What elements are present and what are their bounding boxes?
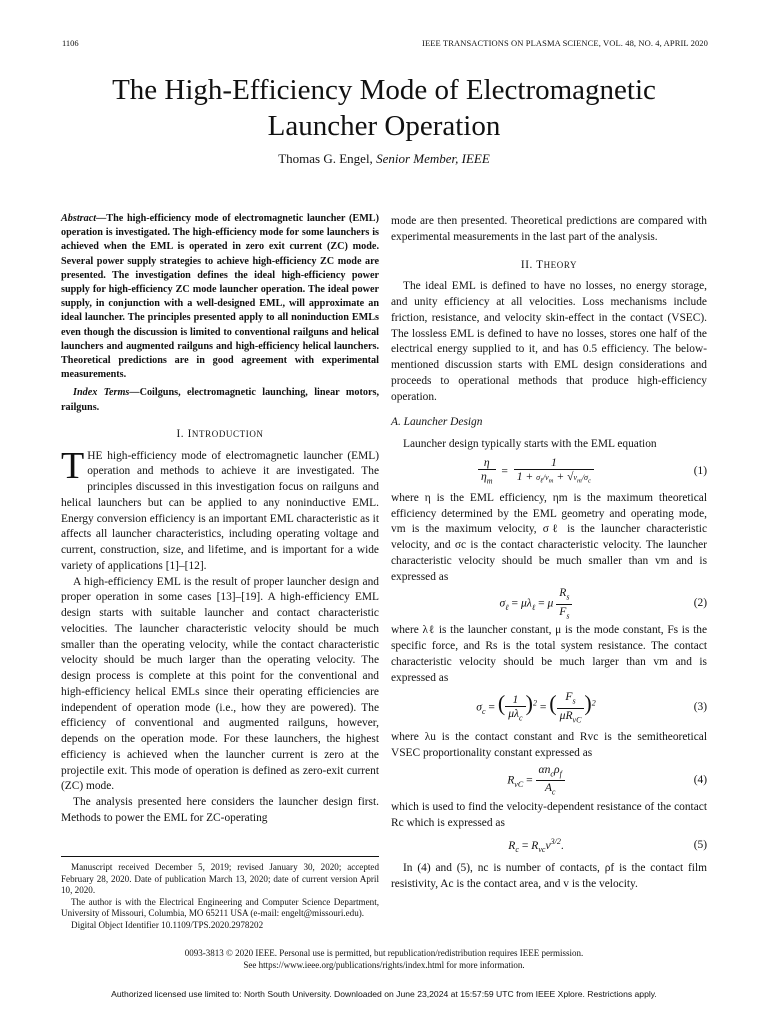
section-heading-introduction: I. INTRODUCTION xyxy=(176,427,264,440)
index-terms-lead: Index Terms— xyxy=(73,387,140,399)
paragraph-after-eq2: where λℓ is the launcher constant, μ is the mode constant, Fs is the specific force, and Rs is the total system resistance. The contact characteristic velocity should be much larger than vm and is expressed as xyxy=(391,624,707,684)
index-terms-text: Coilguns, electromagnetic launching, linear motors, railguns. xyxy=(61,387,379,413)
equation-4: $R_{vC}$ = $\frac{\alpha n_c\rho_f}{A_c}$ (4) xyxy=(507,762,707,797)
continued-paragraph: mode are then presented. Theoretical predictions are compared with experimental measurements in the last part of the analysis. xyxy=(391,215,707,243)
page-number: 1106 xyxy=(62,38,79,48)
section-heading-theory: II. THEORY xyxy=(520,258,578,271)
title-line-1: The High-Efficiency Mode of Electromagnetic xyxy=(112,74,656,106)
equation-2: $\sigma_\ell = \mu\lambda_\ell = \mu$ $\frac{R_s}{F_s}$ (2) xyxy=(499,586,707,621)
equation-1-number: (1) xyxy=(693,464,707,477)
footnote-manuscript: Manuscript received December 5, 2019; revised January 30, 2020; accepted February 28, 2020. Date of publication March 13, 2020; date of current version April 10, 2020. xyxy=(61,862,379,896)
equation-5: $R_c = R_{vc}v^{3/2}$. (5) xyxy=(508,837,707,855)
footnote-doi: Digital Object Identifier 10.1109/TPS.2020.2978202 xyxy=(71,919,264,930)
drop-cap: T xyxy=(61,444,85,487)
right-column xyxy=(391,214,707,893)
abstract-text: The high-efficiency mode of electromagnetic launcher (EML) operation is investigated. The high-efficiency mode for some launchers is achieved when the EML is operated in zero exit current (ZC) mode. Several power supply strategies to achieve high-efficiency ZC mode are presented. The investigation defines the ideal high-efficiency power supply for high-efficiency ZC mode launcher operation. The ideal power supply, in conjunction with a well-designed EML, will approximate an ideal launcher. The principles presented apply to all noninduction EMLs even though the discussion is limited to conventional railguns and helical launchers and augmented railguns and high-efficiency helical launchers. Theoretical predictions are in good agreement with experimental measurements. xyxy=(61,213,379,381)
paper-title xyxy=(0,72,768,144)
paragraph-after-eq3: where λu is the contact constant and Rvc is the semitheoretical VSEC proportionality constant expressed as xyxy=(391,731,707,759)
author-line xyxy=(0,151,768,167)
download-notice: Authorized licensed use limited to: North South University. Downloaded on June 23,2024 at 15:57:59 UTC from IEEE Xplore. Restrictions apply. xyxy=(111,989,657,999)
equation-2-number: (2) xyxy=(693,597,707,610)
abstract-lead: Abstract— xyxy=(61,213,107,224)
subsection-heading-launcher-design: A. Launcher Design xyxy=(391,416,483,429)
paragraph-after-eq5: In (4) and (5), nc is number of contacts, ρf is the contact film resistivity, Ac is the contact area, and v is the velocity. xyxy=(391,862,707,890)
copyright-line-2: See https://www.ieee.org/publications/rights/index.html for more information. xyxy=(243,959,525,970)
index-terms xyxy=(61,386,379,414)
footnote-affiliation: The author is with the Electrical Engineering and Computer Science Department, University of Missouri, Columbia, MO 65211 USA (e-mail: engelt@missouri.edu). xyxy=(61,896,379,919)
author-role: Senior Member, IEEE xyxy=(376,151,490,166)
author-name: Thomas G. Engel, xyxy=(278,151,373,166)
equation-1: $\frac{\eta}{\eta_m}$ = $\frac{1}{1 + \sigma_\ell/v_m + √v_m/\sigma_c}$ (1) xyxy=(391,455,707,489)
abstract xyxy=(61,212,379,382)
equation-5-number: (5) xyxy=(693,839,707,852)
equation-4-number: (4) xyxy=(693,773,707,786)
title-line-2: Launcher Operation xyxy=(267,110,501,142)
theory-paragraph: The ideal EML is defined to have no losses, no energy storage, and unity efficiency at all velocities. Loss mechanisms include friction, resistance, and velocity skin-effect in the contact (VSEC). The lossless EML is defined to have no losses, stores one half of the electrical energy supplied to it, and has 0.5 efficiency. The below-mentioned discussion starts with EML design considerations and proceeds to operational methods that produce high-efficiency operation. xyxy=(391,280,707,403)
design-paragraph: Launcher design typically starts with the EML equation xyxy=(403,438,657,450)
intro-paragraph-1: THE high-efficiency mode of electromagnetic launcher (EML) operation and methods to achieve it are investigated. The principles discussed in this investigation focus on railguns and helical launchers but can be applied to any noninductive EML. Energy conversion efficiency is an important EML characteristic as it affects all launcher characteristics, including operating voltage and current, construction, size, and lifetime, and is important for a wide variety of applications [1]–[12]. xyxy=(61,444,379,572)
copyright-notice xyxy=(0,948,768,971)
paragraph-after-eq4: which is used to find the velocity-dependent resistance of the contact Rc which is expressed as xyxy=(391,800,707,829)
intro-paragraph-2: A high-efficiency EML is the result of proper launcher design and proper operation in some cases [13]–[19]. A high-efficiency EML design starts with suitable launcher and contact characteristic velocities. The launcher characteristic velocity should be much smaller than the operating velocity, while the contact characteristic velocity should be much larger than the operating velocity. The design process is complete at this point for the conventional and high-efficiency helical EMLs since their operating efficiencies are independent of operation mode (i.e., how they are powered). The efficiency of conventional and augmented railguns, however, depends on the operation mode. For these launchers, the highest efficiency is achieved when the launcher current is zero at the projectile exit. This mode of operation is defined as zero-exit current (ZC) mode. xyxy=(61,575,379,793)
intro-first-word: HE xyxy=(87,449,103,462)
copyright-line-1: 0093-3813 © 2020 IEEE. Personal use is permitted, but republication/redistribution requires IEEE permission. xyxy=(184,948,584,958)
equation-3: $\sigma_c$ = ( $\frac{1}{\mu\lambda_c}$ )$^2$ = ( $\frac{F_s}{\mu R_{vC}}$ )$^2$ (3) xyxy=(476,690,707,725)
intro-paragraph-3: The analysis presented here considers the launcher design first. Methods to power the EML for ZC-operating xyxy=(61,796,379,824)
footnote xyxy=(61,856,379,932)
journal-header: IEEE TRANSACTIONS ON PLASMA SCIENCE, VOL. 48, NO. 4, APRIL 2020 xyxy=(422,38,708,48)
left-column xyxy=(61,212,379,827)
paragraph-after-eq1: where η is the EML efficiency, ηm is the maximum theoretical efficiency determined by the EML geometry and operating mode, vm is the maximum velocity, σℓ is the launcher characteristic velocity, and σc is the contact characteristic velocity. The launcher characteristic velocity should be much smaller than vm and is expressed as xyxy=(391,491,707,583)
equation-3-number: (3) xyxy=(693,701,707,714)
